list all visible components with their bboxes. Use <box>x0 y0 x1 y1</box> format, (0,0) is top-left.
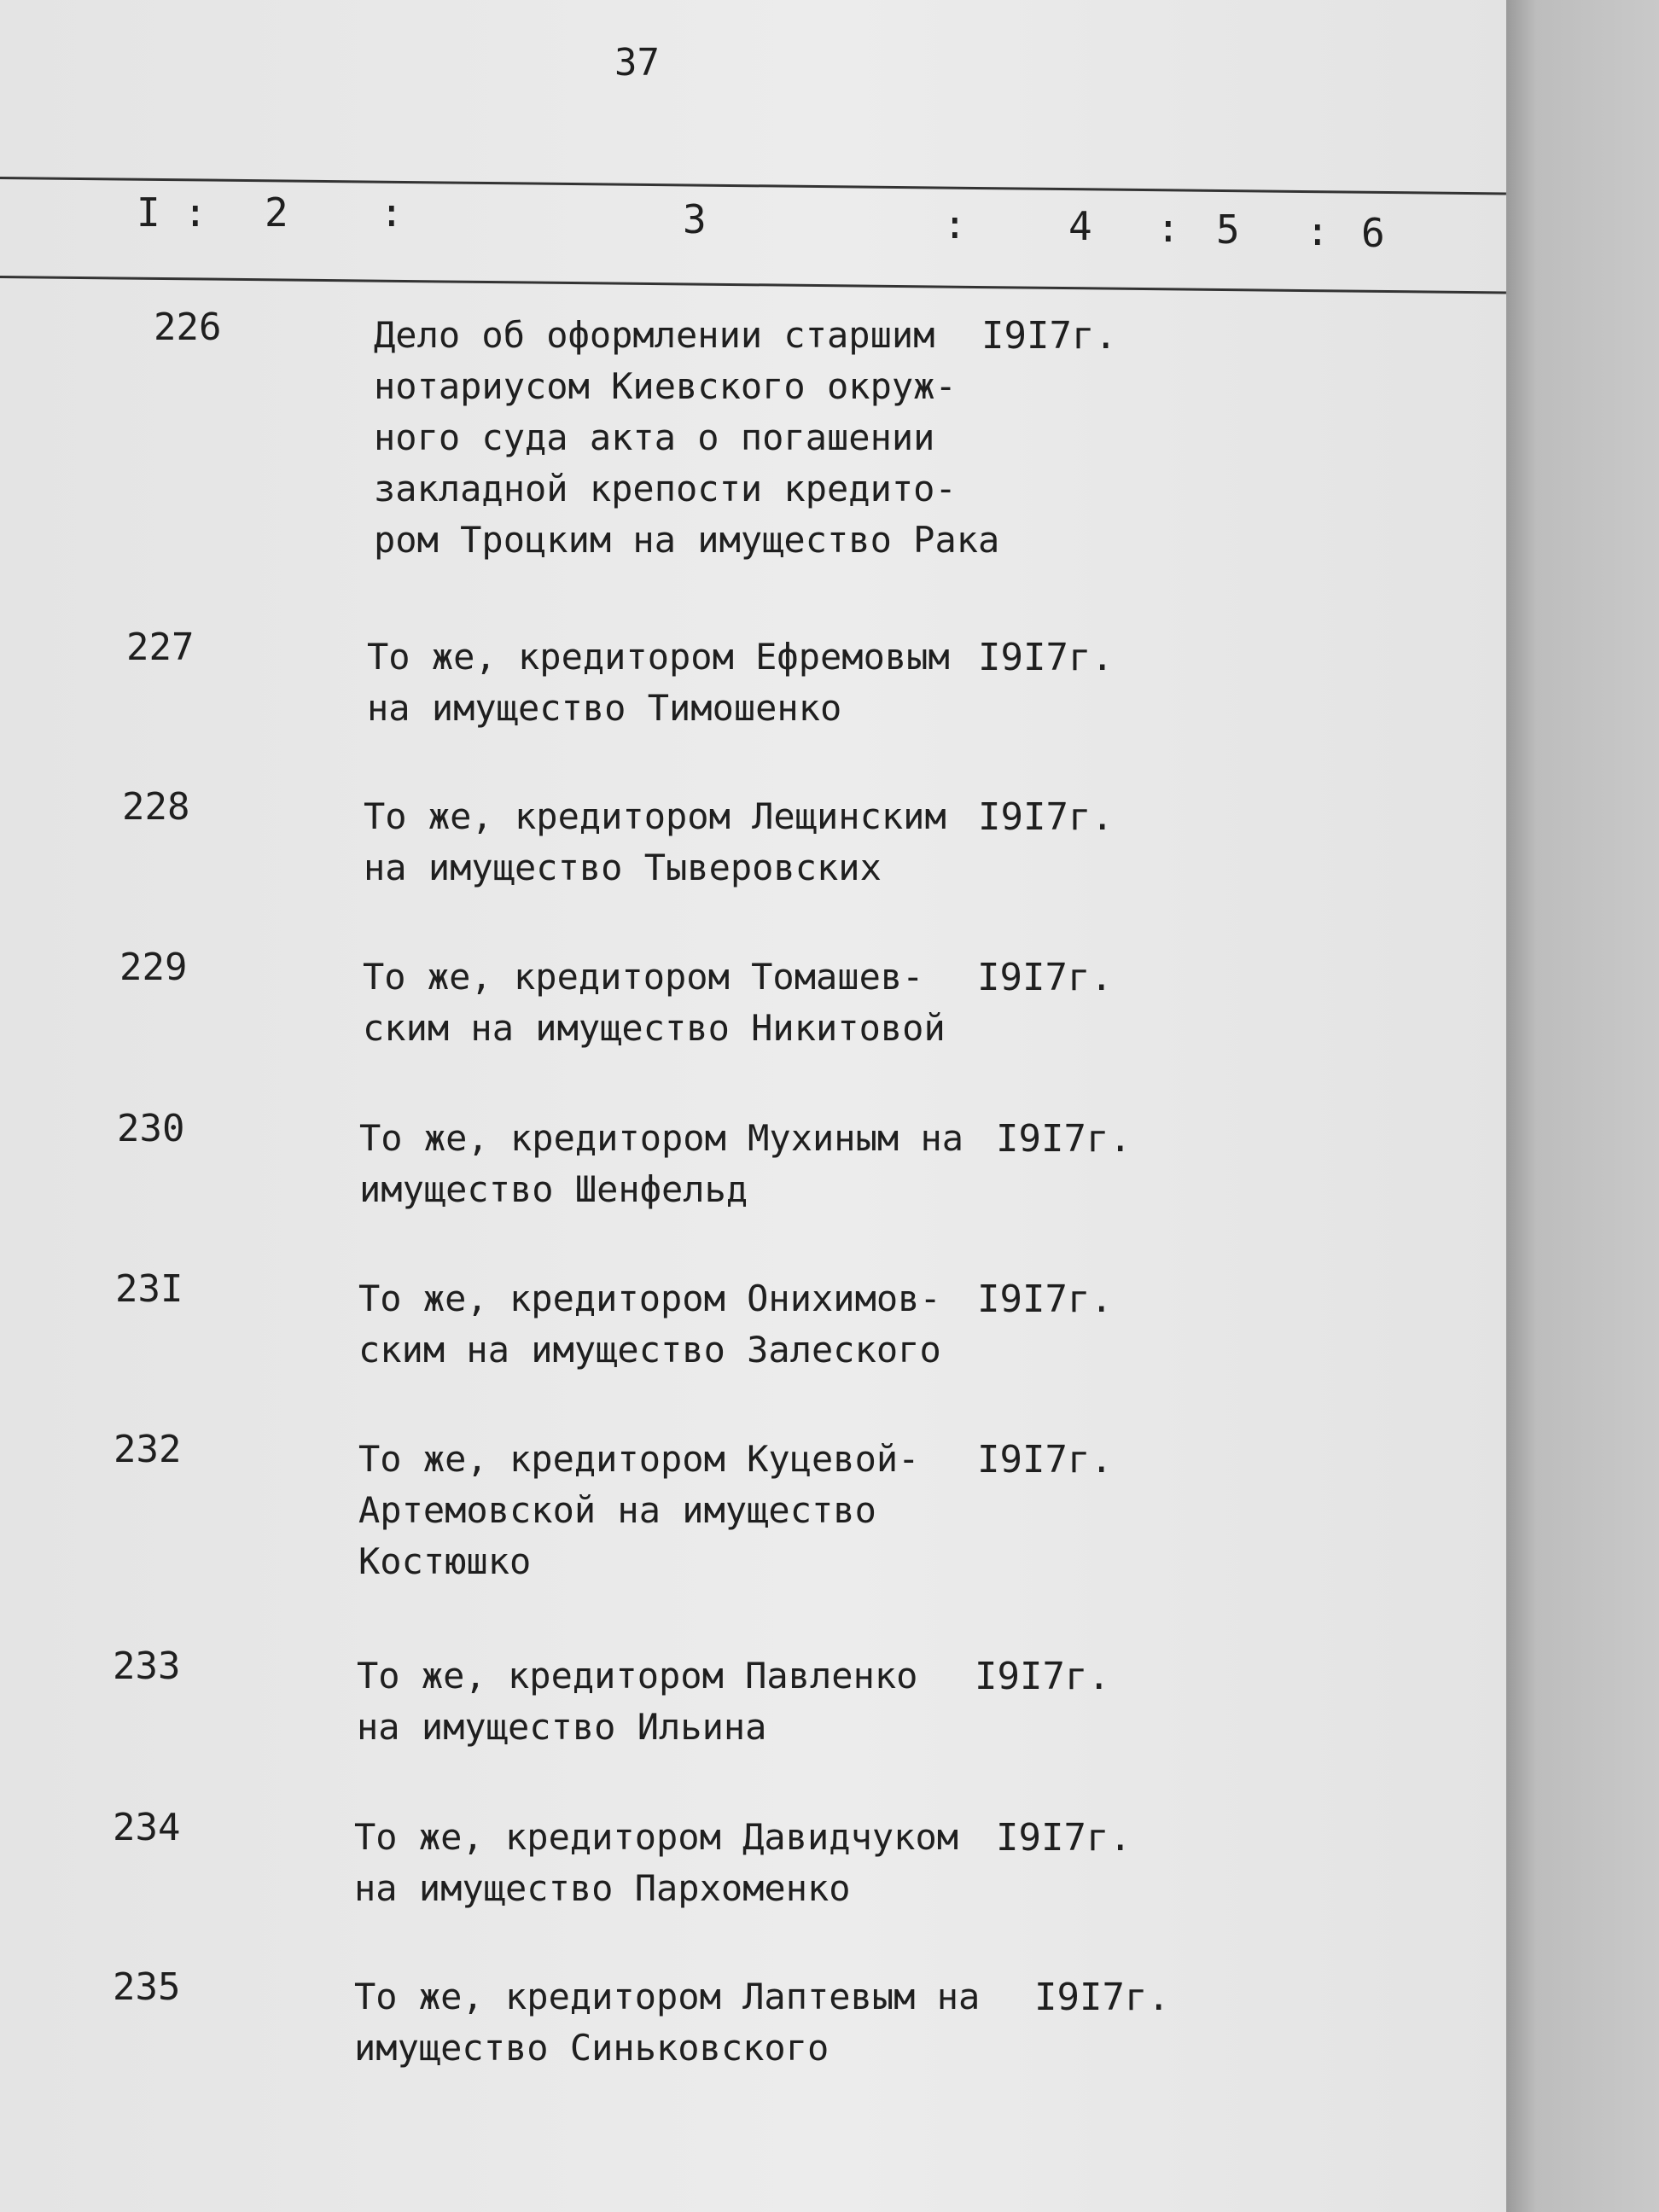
entry-description-line: Костюшко <box>358 1540 532 1582</box>
entry-number: 226 <box>154 306 222 349</box>
entry-description-line: ром Троцким на имущество Рака <box>374 519 1000 561</box>
entry-year: I9I7г. <box>1034 1976 1170 2019</box>
entry-description-line: То же, кредитором Лещинским <box>364 795 946 837</box>
entry-year: I9I7г. <box>975 1655 1110 1698</box>
entry-description-line: закладной крепости кредито- <box>374 468 957 509</box>
entry-description-line: на имущество Тыверовских <box>364 847 882 888</box>
col-header-sep: : <box>1306 208 1330 254</box>
entry-description-line: То же, кредитором Ефремовым <box>367 636 950 678</box>
entry-description-line: Артемовской на имущество <box>358 1489 876 1531</box>
col-header-5: 5 <box>1216 207 1240 253</box>
entry-year: I9I7г. <box>981 314 1117 358</box>
entry-year: I9I7г. <box>977 1278 1113 1321</box>
entry-year: I9I7г. <box>978 636 1114 679</box>
column-header-row <box>0 189 1506 258</box>
page-number: 37 <box>614 41 660 84</box>
entry-number: 232 <box>114 1428 182 1471</box>
entry-year: I9I7г. <box>996 1117 1132 1161</box>
entry-description-line: имущество Шенфельд <box>359 1168 748 1210</box>
entry-description-line: ским на имущество Залеского <box>358 1329 941 1371</box>
entry-number: 227 <box>126 626 195 669</box>
entry-description-line: То же, кредитором Лаптевым на <box>354 1976 981 2017</box>
underlying-page-edge <box>1506 0 1659 2212</box>
entry-description-line: То же, кредитором Мухиным на <box>359 1117 964 1159</box>
col-header-3: 3 <box>683 196 707 242</box>
entry-description-line: имущество Синьковского <box>354 2027 830 2069</box>
entry-description-line: на имущество Ильина <box>357 1706 767 1748</box>
entry-description-line: То же, кредитором Томашев- <box>363 956 924 998</box>
col-header-1: I <box>137 189 160 236</box>
entry-description-line: То же, кредитором Давидчуком <box>354 1816 959 1858</box>
entry-number: 234 <box>113 1806 181 1849</box>
col-header-sep: : <box>943 201 967 247</box>
entry-year: I9I7г. <box>996 1816 1132 1860</box>
entry-description-line: ного суда акта о погашении <box>374 416 935 458</box>
entry-number: 233 <box>113 1644 181 1688</box>
entry-number: 229 <box>119 946 188 989</box>
entry-year: I9I7г. <box>978 795 1114 839</box>
entry-description-line: на имущество Пархоменко <box>354 1867 851 1909</box>
col-header-sep: : <box>380 189 404 236</box>
entry-description-line: Дело об оформлении старшим <box>374 314 935 356</box>
entry-year: I9I7г. <box>977 1438 1113 1481</box>
entry-number: 230 <box>117 1107 185 1150</box>
entry-description-line: То же, кредитором Онихимов- <box>358 1278 941 1319</box>
entry-description-line: То же, кредитором Куцевой- <box>358 1438 920 1480</box>
entry-year: I9I7г. <box>977 956 1113 999</box>
entry-description-line: То же, кредитором Павленко <box>357 1655 918 1697</box>
entry-number: 23I <box>115 1267 183 1311</box>
entry-number: 235 <box>113 1965 181 2009</box>
col-header-6: 6 <box>1361 210 1385 256</box>
col-header-sep: : <box>183 189 207 236</box>
entry-description-line: на имущество Тимошенко <box>367 687 842 729</box>
col-header-4: 4 <box>1068 203 1092 249</box>
entry-description-line: ским на имущество Никитовой <box>363 1007 946 1049</box>
col-header-sep: : <box>1156 205 1180 251</box>
col-header-2: 2 <box>265 189 288 236</box>
entry-number: 228 <box>122 785 190 829</box>
entry-description-line: нотариусом Киевского окруж- <box>374 365 957 407</box>
